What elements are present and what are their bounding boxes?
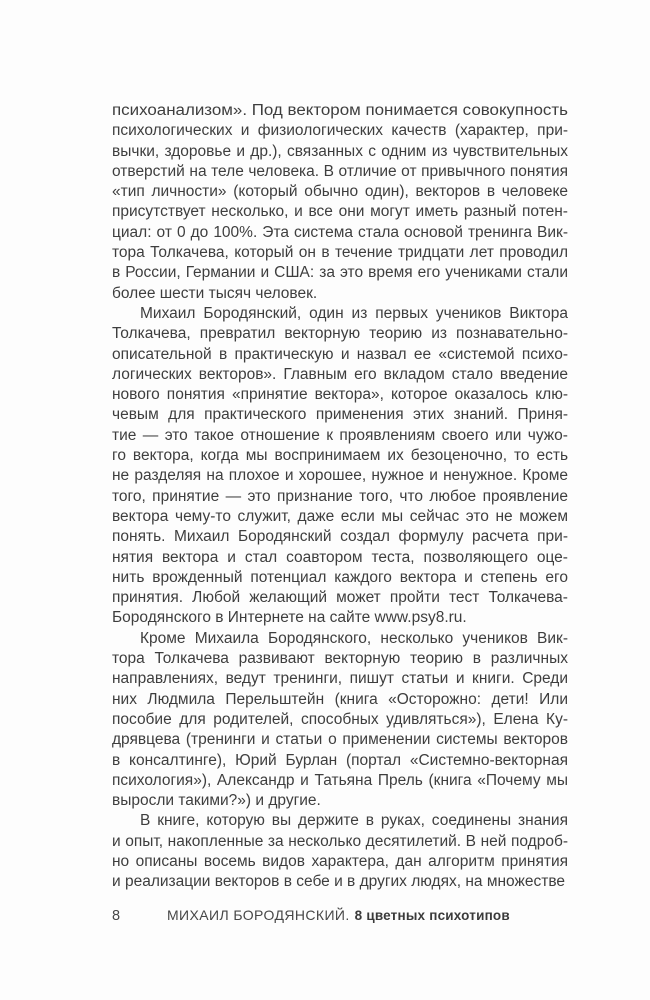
text-line: пособие для родителей, способных удивляться»), Елена Ку- bbox=[112, 710, 568, 728]
running-title bbox=[167, 907, 510, 923]
text-line: «тип личности» (который обычно один), векторов в человеке bbox=[112, 183, 569, 201]
text-line: Кроме Михаила Бородянского, несколько учеников Вик- bbox=[140, 629, 568, 647]
text-line: В книге, которую вы держите в руках, соединены знания bbox=[140, 812, 568, 830]
text-line: выросли такими?») и другие. bbox=[112, 792, 321, 810]
paragraph bbox=[112, 629, 568, 812]
text-line: в консалтинге), Юрий Бурлан (портал «Системно-векторная bbox=[112, 751, 568, 769]
text-line: отверстий на теле человека. В отличие от привычного понятия bbox=[112, 162, 569, 180]
paragraph bbox=[112, 811, 568, 892]
text-line: направлениях, ведут тренинги, пишут статьи и книги. Среди bbox=[112, 670, 569, 688]
text-line: в России, Германии и США: за это время его учениками стали bbox=[112, 264, 568, 282]
text-line: логических векторов». Главным его вкладом стало введение bbox=[112, 365, 569, 383]
text-line: чевым для практического применения этих знаний. Приня- bbox=[112, 406, 569, 424]
text-line: тора Толкачева, который он в течение тридцати лет проводил bbox=[112, 244, 569, 262]
text-line: психоанализом». Под вектором понимается совокупность bbox=[112, 102, 568, 119]
text-line: циал: от 0 до 100%. Эта система стала основой тренинга Вик- bbox=[112, 223, 568, 241]
paragraph bbox=[112, 101, 568, 304]
text-line: Бородянского в Интернете на сайте www.psy8.ru. bbox=[112, 609, 467, 627]
text-line: но описаны восемь видов характера, дан алгоритм принятия bbox=[112, 852, 569, 870]
page-number: 8 bbox=[112, 908, 121, 924]
text-line: Михаил Бородянский, один из первых учеников Виктора bbox=[140, 304, 568, 322]
text-line: вычки, здоровье и др.), связанных с одним из чувствительных bbox=[112, 142, 568, 160]
text-line: го вектора, когда мы воспринимаем их безоценочно, то есть bbox=[112, 447, 569, 465]
text-line: Толкачева, превратил векторную теорию из познавательно- bbox=[112, 325, 568, 343]
text-line: нятия вектора и стал соавтором теста, позволяющего оце- bbox=[112, 548, 568, 566]
text-line: психология»), Александр и Татьяна Прель (книга «Почему мы bbox=[112, 771, 569, 789]
text-line: дрявцева (тренинги и статьи о применении системы векторов bbox=[112, 731, 569, 749]
text-line: понять. Михаил Бородянский создал формулу расчета при- bbox=[112, 528, 568, 546]
text-line: и опыт, накопленные за несколько десятилетий. В ней подроб- bbox=[112, 832, 569, 850]
page-footer bbox=[112, 907, 568, 924]
text-line: нить врожденный потенциал каждого вектора и степень его bbox=[112, 568, 568, 586]
text-line: принятия. Любой желающий может пройти тест Толкачева- bbox=[112, 589, 568, 607]
text-line: вектора чему-то служит, даже если мы сейчас это не можем bbox=[112, 507, 568, 525]
text-line: не разделяя на плохое и хорошее, нужное и ненужное. Кроме bbox=[112, 467, 568, 485]
footer-book-title: 8 цветных психотипов bbox=[354, 908, 510, 923]
text-line: тие — это такое отношение к проявлениям своего или чужо- bbox=[112, 426, 568, 444]
paragraph bbox=[112, 304, 568, 629]
text-line: описательной в практическую и назвал ее «системой психо- bbox=[112, 345, 568, 363]
text-column bbox=[112, 101, 568, 893]
text-line: психологических и физиологических качеств (характер, при- bbox=[112, 122, 569, 140]
text-line: нового понятия «принятие вектора», которое оказалось клю- bbox=[112, 386, 568, 404]
text-line: тора Толкачева развивают векторную теорию в различных bbox=[112, 650, 568, 668]
text-line: них Людмила Перельштейн (книга «Осторожно: дети! Или bbox=[112, 690, 568, 708]
text-line: и реализации векторов в себе и в других людях, на множестве bbox=[112, 873, 565, 891]
text-line: присутствует несколько, и все они могут иметь разный потен- bbox=[112, 203, 568, 221]
text-line: более шести тысяч человек. bbox=[112, 284, 318, 302]
text-line: того, принятие — это признание того, что любое проявление bbox=[112, 487, 568, 505]
footer-author: МИХАИЛ БОРОДЯНСКИЙ. bbox=[167, 907, 350, 923]
